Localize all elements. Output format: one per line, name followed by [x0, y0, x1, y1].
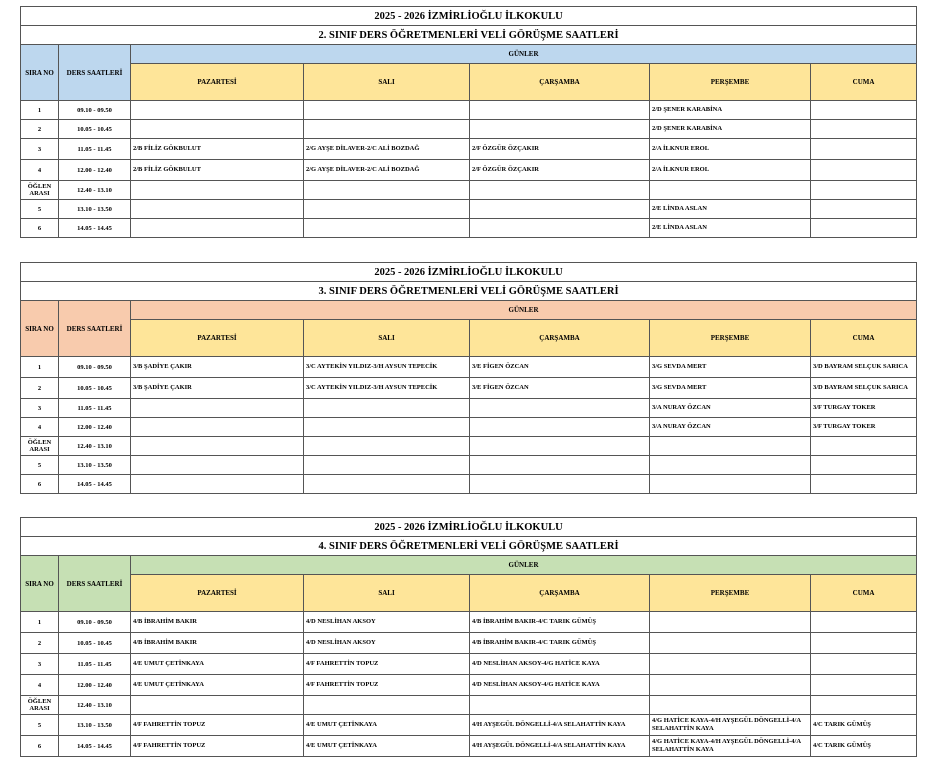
- row-number: 2: [21, 120, 59, 139]
- schedule-table: [20, 517, 917, 757]
- schedule-cell: 2/A İLKNUR EROL: [650, 139, 811, 160]
- header-sira-no: SIRA NO: [21, 301, 59, 357]
- row-number: 6: [21, 736, 59, 757]
- schedule-cell: [304, 200, 470, 219]
- schedule-cell: 3/F TURGAY TOKER: [811, 418, 917, 437]
- schedule-cell: [304, 399, 470, 418]
- schedule-cell: [304, 219, 470, 238]
- row-time: 12.40 - 13.10: [59, 181, 131, 200]
- table-row: [21, 200, 917, 219]
- schedule-cell: [811, 675, 917, 696]
- row-number: 6: [21, 475, 59, 494]
- schedule-cell: [650, 612, 811, 633]
- table-row: [21, 219, 917, 238]
- table-row: [21, 633, 917, 654]
- school-title: 2025 - 2026 İZMİRLİOĞLU İLKOKULU: [21, 7, 917, 26]
- schedule-cell: [131, 181, 304, 200]
- schedule-cell: [304, 101, 470, 120]
- schedule-cell: 2/E LİNDA ASLAN: [650, 200, 811, 219]
- table-row: [21, 475, 917, 494]
- schedule-cell: 2/E LİNDA ASLAN: [650, 219, 811, 238]
- header-ders-saatleri: DERS SAATLERİ: [59, 45, 131, 101]
- row-time: 11.05 - 11.45: [59, 654, 131, 675]
- schedule-cell: 3/E FİGEN ÖZCAN: [470, 357, 650, 378]
- schedule-cell: 4/E UMUT ÇETİNKAYA: [131, 654, 304, 675]
- schedule-cell: 3/D BAYRAM SELÇUK SARICA: [811, 378, 917, 399]
- schedule-cell: [650, 675, 811, 696]
- schedule-cell: [650, 181, 811, 200]
- row-number: 1: [21, 357, 59, 378]
- table-row: [21, 675, 917, 696]
- row-number: ÖĞLEN ARASI: [21, 181, 59, 200]
- row-time: 11.05 - 11.45: [59, 399, 131, 418]
- table-row: [21, 378, 917, 399]
- header-ders-saatleri: DERS SAATLERİ: [59, 301, 131, 357]
- table-row: [21, 715, 917, 736]
- schedule-table: [20, 6, 917, 238]
- schedule-cell: [811, 437, 917, 456]
- schedule-cell: [811, 633, 917, 654]
- schedule-cell: [470, 120, 650, 139]
- schedule-cell: 3/A NURAY ÖZCAN: [650, 418, 811, 437]
- header-day: PAZARTESİ: [131, 64, 304, 101]
- row-number: 1: [21, 101, 59, 120]
- header-ders-saatleri: DERS SAATLERİ: [59, 556, 131, 612]
- schedule-cell: [650, 475, 811, 494]
- schedule-cell: 4/G HATİCE KAYA-4/H AYŞEGÜL DÖNGELLİ-4/A SELAHATTİN KAYA: [650, 736, 811, 757]
- schedule-cell: 3/C AYTEKİN YILDIZ-3/H AYSUN TEPECİK: [304, 357, 470, 378]
- schedule-cell: [304, 120, 470, 139]
- schedule-cell: [470, 200, 650, 219]
- schedule-cell: 3/B ŞADİYE ÇAKIR: [131, 357, 304, 378]
- schedule-table: [20, 262, 917, 494]
- schedule-cell: [131, 418, 304, 437]
- row-time: 11.05 - 11.45: [59, 139, 131, 160]
- schedule-cell: [131, 696, 304, 715]
- lunch-break-row: [21, 696, 917, 715]
- schedule-cell: 4/G HATİCE KAYA-4/H AYŞEGÜL DÖNGELLİ-4/A SELAHATTİN KAYA: [650, 715, 811, 736]
- schedule-cell: [304, 437, 470, 456]
- header-day: CUMA: [811, 575, 917, 612]
- row-number: 4: [21, 160, 59, 181]
- schedule-cell: [811, 160, 917, 181]
- schedule-cell: 2/F ÖZGÜR ÖZÇAKIR: [470, 160, 650, 181]
- row-time: 14.05 - 14.45: [59, 736, 131, 757]
- row-number: 5: [21, 715, 59, 736]
- row-time: 10.05 - 10.45: [59, 378, 131, 399]
- schedule-cell: [650, 456, 811, 475]
- schedule-cell: 4/B İBRAHİM BAKIR: [131, 633, 304, 654]
- schedule-cell: 2/B FİLİZ GÖKBULUT: [131, 160, 304, 181]
- row-number: 5: [21, 456, 59, 475]
- schedule-cell: [650, 654, 811, 675]
- schedule-cell: 3/G SEVDA MERT: [650, 378, 811, 399]
- row-number: 5: [21, 200, 59, 219]
- schedule-cell: 2/G AYŞE DİLAVER-2/C ALİ BOZDAĞ: [304, 139, 470, 160]
- header-gunler: GÜNLER: [131, 45, 917, 64]
- schedule-cell: [470, 181, 650, 200]
- header-day: ÇARŞAMBA: [470, 575, 650, 612]
- header-day: SALI: [304, 320, 470, 357]
- lunch-break-row: [21, 181, 917, 200]
- row-number: ÖĞLEN ARASI: [21, 696, 59, 715]
- schedule-cell: 4/D NESLİHAN AKSOY-4/G HATİCE KAYA: [470, 675, 650, 696]
- header-day: ÇARŞAMBA: [470, 64, 650, 101]
- schedule-cell: [131, 120, 304, 139]
- row-number: 6: [21, 219, 59, 238]
- schedule-cell: [811, 120, 917, 139]
- row-time: 09.10 - 09.50: [59, 612, 131, 633]
- table-row: [21, 399, 917, 418]
- schedule-cell: 4/F FAHRETTİN TOPUZ: [304, 654, 470, 675]
- schedule-cell: 4/D NESLİHAN AKSOY: [304, 633, 470, 654]
- schedule-cell: [811, 101, 917, 120]
- row-time: 09.10 - 09.50: [59, 357, 131, 378]
- schedule-cell: [131, 219, 304, 238]
- header-day: CUMA: [811, 64, 917, 101]
- schedule-cell: 4/C TARIK GÜMÜŞ: [811, 736, 917, 757]
- schedule-cell: [811, 475, 917, 494]
- schedule-cell: [811, 612, 917, 633]
- schedule-cell: [811, 181, 917, 200]
- row-time: 12.00 - 12.40: [59, 675, 131, 696]
- table-row: [21, 612, 917, 633]
- row-time: 13.10 - 13.50: [59, 200, 131, 219]
- table-row: [21, 120, 917, 139]
- schedule-cell: [811, 139, 917, 160]
- schedule-cell: [131, 101, 304, 120]
- header-day: ÇARŞAMBA: [470, 320, 650, 357]
- schedule-cell: [470, 456, 650, 475]
- row-time: 12.00 - 12.40: [59, 160, 131, 181]
- schedule-cell: 4/D NESLİHAN AKSOY: [304, 612, 470, 633]
- table-row: [21, 101, 917, 120]
- table-row: [21, 160, 917, 181]
- schedule-cell: [470, 101, 650, 120]
- row-number: 3: [21, 399, 59, 418]
- header-day: SALI: [304, 575, 470, 612]
- row-number: ÖĞLEN ARASI: [21, 437, 59, 456]
- row-number: 3: [21, 654, 59, 675]
- schedule-cell: 4/F FAHRETTİN TOPUZ: [304, 675, 470, 696]
- schedule-cell: [811, 200, 917, 219]
- schedule-cell: 4/H AYŞEGÜL DÖNGELLİ-4/A SELAHATTİN KAYA: [470, 736, 650, 757]
- schedule-cell: [470, 418, 650, 437]
- schedule-cell: 3/G SEVDA MERT: [650, 357, 811, 378]
- schedule-cell: [470, 219, 650, 238]
- schedule-cell: 3/C AYTEKİN YILDIZ-3/H AYSUN TEPECİK: [304, 378, 470, 399]
- schedule-cell: 2/F ÖZGÜR ÖZÇAKIR: [470, 139, 650, 160]
- schedule-cell: [131, 200, 304, 219]
- schedule-cell: 4/F FAHRETTİN TOPUZ: [131, 736, 304, 757]
- schedule-cell: 4/B İBRAHİM BAKIR: [131, 612, 304, 633]
- schedule-cell: [470, 696, 650, 715]
- schedule-cell: [304, 418, 470, 437]
- schedule-cell: [470, 475, 650, 494]
- schedule-cell: [650, 633, 811, 654]
- row-number: 4: [21, 675, 59, 696]
- schedule-cell: 2/A İLKNUR EROL: [650, 160, 811, 181]
- schedule-cell: [304, 696, 470, 715]
- table-row: [21, 139, 917, 160]
- header-gunler: GÜNLER: [131, 556, 917, 575]
- schedule-cell: 4/F FAHRETTİN TOPUZ: [131, 715, 304, 736]
- row-time: 14.05 - 14.45: [59, 475, 131, 494]
- table-row: [21, 456, 917, 475]
- schedule-cell: 4/E UMUT ÇETİNKAYA: [304, 736, 470, 757]
- header-day: SALI: [304, 64, 470, 101]
- schedule-cell: [304, 456, 470, 475]
- schedule-cell: 3/A NURAY ÖZCAN: [650, 399, 811, 418]
- header-day: PAZARTESİ: [131, 320, 304, 357]
- schedule-cell: 4/E UMUT ÇETİNKAYA: [304, 715, 470, 736]
- table-row: [21, 357, 917, 378]
- schedule-cell: 2/D ŞENER KARABİNA: [650, 120, 811, 139]
- schedule-cell: [470, 437, 650, 456]
- table-row: [21, 654, 917, 675]
- school-title: 2025 - 2026 İZMİRLİOĞLU İLKOKULU: [21, 263, 917, 282]
- schedule-cell: 2/B FİLİZ GÖKBULUT: [131, 139, 304, 160]
- lunch-break-row: [21, 437, 917, 456]
- schedule-cell: [811, 456, 917, 475]
- header-day: PERŞEMBE: [650, 320, 811, 357]
- school-title: 2025 - 2026 İZMİRLİOĞLU İLKOKULU: [21, 518, 917, 537]
- row-number: 4: [21, 418, 59, 437]
- schedule-cell: [650, 437, 811, 456]
- table-row: [21, 418, 917, 437]
- header-day: CUMA: [811, 320, 917, 357]
- schedule-cell: [131, 475, 304, 494]
- schedule-cell: 3/D BAYRAM SELÇUK SARICA: [811, 357, 917, 378]
- header-day: PERŞEMBE: [650, 575, 811, 612]
- schedule-cell: 4/H AYŞEGÜL DÖNGELLİ-4/A SELAHATTİN KAYA: [470, 715, 650, 736]
- row-time: 12.40 - 13.10: [59, 437, 131, 456]
- schedule-cell: 3/B ŞADİYE ÇAKIR: [131, 378, 304, 399]
- schedule-cell: [811, 696, 917, 715]
- row-number: 3: [21, 139, 59, 160]
- schedule-cell: 3/F TURGAY TOKER: [811, 399, 917, 418]
- schedule-cell: 4/E UMUT ÇETİNKAYA: [131, 675, 304, 696]
- schedule-cell: 4/D NESLİHAN AKSOY-4/G HATİCE KAYA: [470, 654, 650, 675]
- schedule-cell: 4/C TARIK GÜMÜŞ: [811, 715, 917, 736]
- table-row: [21, 736, 917, 757]
- header-day: PERŞEMBE: [650, 64, 811, 101]
- header-gunler: GÜNLER: [131, 301, 917, 320]
- schedule-cell: [304, 181, 470, 200]
- row-time: 12.40 - 13.10: [59, 696, 131, 715]
- schedule-cell: 2/D ŞENER KARABİNA: [650, 101, 811, 120]
- schedule-cell: [470, 399, 650, 418]
- table-title: 4. SINIF DERS ÖĞRETMENLERİ VELİ GÖRÜŞME SAATLERİ: [21, 537, 917, 556]
- row-time: 13.10 - 13.50: [59, 456, 131, 475]
- header-sira-no: SIRA NO: [21, 556, 59, 612]
- header-day: PAZARTESİ: [131, 575, 304, 612]
- schedule-cell: [131, 456, 304, 475]
- schedule-cell: [650, 696, 811, 715]
- row-time: 12.00 - 12.40: [59, 418, 131, 437]
- row-number: 1: [21, 612, 59, 633]
- row-time: 10.05 - 10.45: [59, 633, 131, 654]
- table-title: 2. SINIF DERS ÖĞRETMENLERİ VELİ GÖRÜŞME SAATLERİ: [21, 26, 917, 45]
- schedule-cell: [131, 399, 304, 418]
- schedule-cell: 3/E FİGEN ÖZCAN: [470, 378, 650, 399]
- row-number: 2: [21, 633, 59, 654]
- schedule-cell: 4/B İBRAHİM BAKIR-4/C TARIK GÜMÜŞ: [470, 612, 650, 633]
- row-number: 2: [21, 378, 59, 399]
- schedule-cell: [304, 475, 470, 494]
- row-time: 13.10 - 13.50: [59, 715, 131, 736]
- row-time: 09.10 - 09.50: [59, 101, 131, 120]
- schedule-cell: [811, 219, 917, 238]
- row-time: 10.05 - 10.45: [59, 120, 131, 139]
- header-sira-no: SIRA NO: [21, 45, 59, 101]
- schedule-cell: [811, 654, 917, 675]
- table-title: 3. SINIF DERS ÖĞRETMENLERİ VELİ GÖRÜŞME SAATLERİ: [21, 282, 917, 301]
- row-time: 14.05 - 14.45: [59, 219, 131, 238]
- schedule-cell: 4/B İBRAHİM BAKIR-4/C TARIK GÜMÜŞ: [470, 633, 650, 654]
- schedule-cell: [131, 437, 304, 456]
- schedule-cell: 2/G AYŞE DİLAVER-2/C ALİ BOZDAĞ: [304, 160, 470, 181]
